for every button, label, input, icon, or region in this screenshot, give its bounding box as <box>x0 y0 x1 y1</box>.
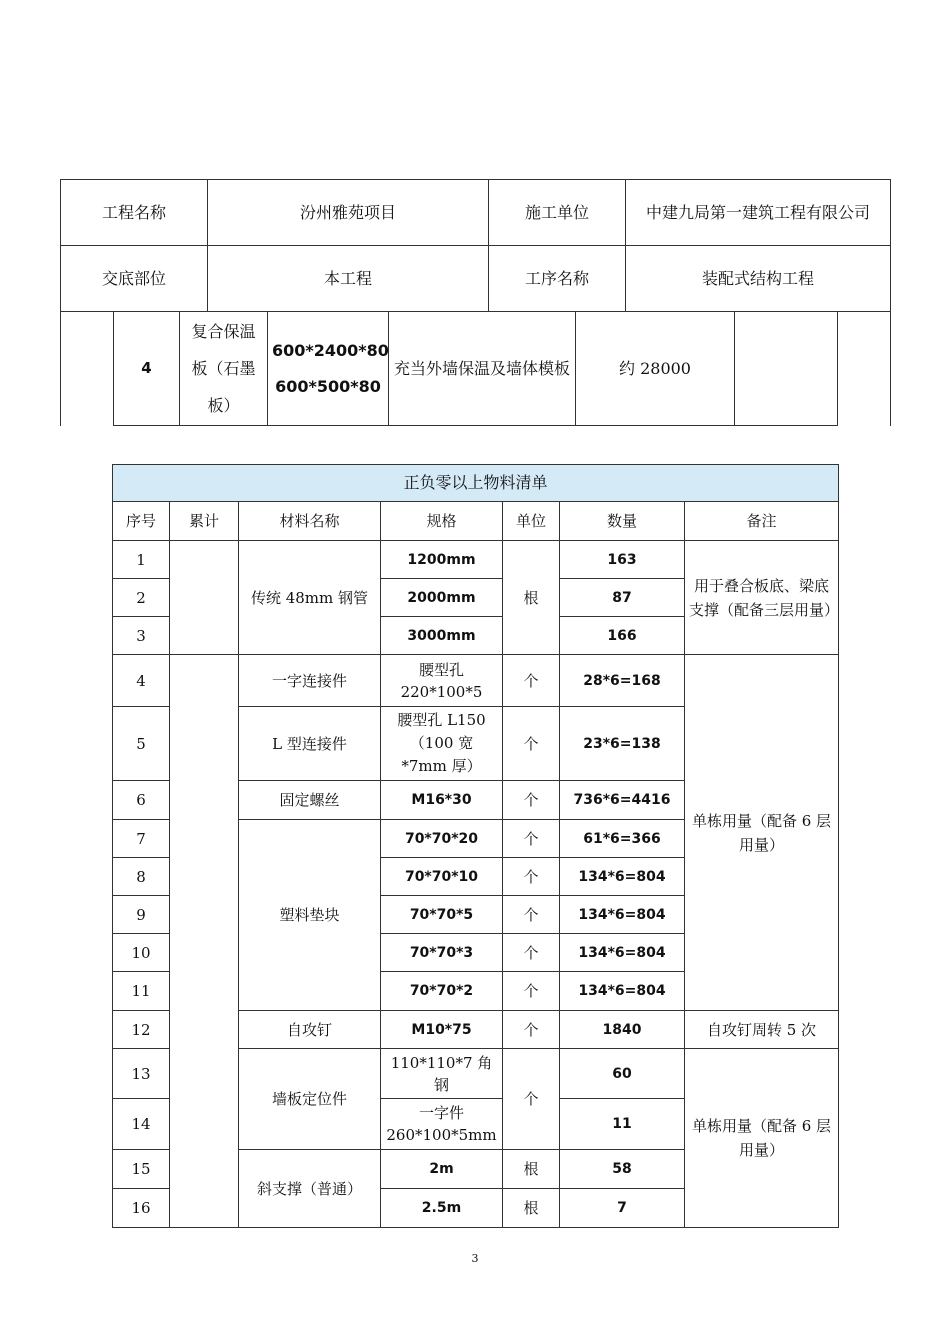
row-qty: 134*6=804 <box>560 972 685 1011</box>
row-spec: 1200mm <box>381 541 503 579</box>
row-qty: 28*6=168 <box>560 655 685 707</box>
row-spec: 70*70*20 <box>381 820 503 858</box>
row-qty: 134*6=804 <box>560 858 685 896</box>
row-no: 13 <box>113 1049 170 1099</box>
row-no: 14 <box>113 1099 170 1150</box>
row-spec: 70*70*5 <box>381 896 503 934</box>
part: 本工程 <box>208 246 489 312</box>
project-info-table <box>60 179 891 312</box>
row-qty: 134*6=804 <box>560 896 685 934</box>
row-unit: 根 <box>503 1189 560 1228</box>
row-note: 用于叠合板底、梁底支撑（配备三层用量） <box>685 541 839 655</box>
edge-cell-left <box>61 312 114 426</box>
row-unit: 个 <box>503 1049 560 1150</box>
row-unit: 根 <box>503 541 560 655</box>
row-spec: 70*70*2 <box>381 972 503 1011</box>
partial-row-name: 复合保温板（石墨板） <box>180 312 268 426</box>
row-spec: 腰型孔 220*100*5 <box>381 655 503 707</box>
row-note: 单栋用量（配备 6 层用量） <box>685 655 839 1011</box>
row-unit: 个 <box>503 934 560 972</box>
row-qty: 736*6=4416 <box>560 781 685 820</box>
row-qty: 134*6=804 <box>560 934 685 972</box>
material-name: 固定螺丝 <box>239 781 381 820</box>
material-name: 墙板定位件 <box>239 1049 381 1150</box>
table-row <box>113 655 839 707</box>
row-unit: 个 <box>503 896 560 934</box>
project-name-label: 工程名称 <box>61 180 208 246</box>
row-qty: 11 <box>560 1099 685 1150</box>
row-no: 2 <box>113 579 170 617</box>
row-spec: 70*70*3 <box>381 934 503 972</box>
header-material: 材料名称 <box>239 502 381 541</box>
partial-row-no: 4 <box>114 312 180 426</box>
edge-cell-right <box>838 312 891 426</box>
materials-title: 正负零以上物料清单 <box>113 465 839 502</box>
partial-row-spec-1: 600*2400*80 <box>272 340 389 360</box>
row-note: 单栋用量（配备 6 层用量） <box>685 1049 839 1228</box>
contractor-label: 施工单位 <box>489 180 626 246</box>
row-no: 7 <box>113 820 170 858</box>
row-no: 15 <box>113 1150 170 1189</box>
row-no: 8 <box>113 858 170 896</box>
row-no: 6 <box>113 781 170 820</box>
row-no: 16 <box>113 1189 170 1228</box>
header-qty: 数量 <box>560 502 685 541</box>
row-qty: 60 <box>560 1049 685 1099</box>
row-spec: M16*30 <box>381 781 503 820</box>
material-name: L 型连接件 <box>239 707 381 781</box>
material-name: 斜支撑（普通） <box>239 1150 381 1228</box>
row-spec: 3000mm <box>381 617 503 655</box>
row-no: 12 <box>113 1011 170 1049</box>
row-spec: 一字件 260*100*5mm <box>381 1099 503 1150</box>
header-cumulative: 累计 <box>170 502 239 541</box>
partial-row-use: 充当外墙保温及墙体模板 <box>389 312 576 426</box>
row-spec: M10*75 <box>381 1011 503 1049</box>
row-unit: 个 <box>503 858 560 896</box>
page-number: 3 <box>471 1252 479 1265</box>
row-unit: 个 <box>503 707 560 781</box>
row-spec: 2.5m <box>381 1189 503 1228</box>
row-qty: 166 <box>560 617 685 655</box>
cumulative-cell <box>170 655 239 1228</box>
row-unit: 根 <box>503 1150 560 1189</box>
partial-row-note <box>735 312 838 426</box>
row-no: 3 <box>113 617 170 655</box>
part-label: 交底部位 <box>61 246 208 312</box>
header-spec: 规格 <box>381 502 503 541</box>
row-spec: 2m <box>381 1150 503 1189</box>
header-unit: 单位 <box>503 502 560 541</box>
row-spec: 70*70*10 <box>381 858 503 896</box>
header-note: 备注 <box>685 502 839 541</box>
row-unit: 个 <box>503 781 560 820</box>
row-note: 自攻钉周转 5 次 <box>685 1011 839 1049</box>
table-row <box>113 541 839 579</box>
partial-row-spec-2: 600*500*80 <box>275 376 381 396</box>
row-qty: 87 <box>560 579 685 617</box>
material-name: 自攻钉 <box>239 1011 381 1049</box>
row-spec: 腰型孔 L150（100 宽 *7mm 厚） <box>381 707 503 781</box>
process-label: 工序名称 <box>489 246 626 312</box>
header-no: 序号 <box>113 502 170 541</box>
row-spec: 110*110*7 角钢 <box>381 1049 503 1099</box>
row-no: 5 <box>113 707 170 781</box>
continuation-table <box>60 311 891 426</box>
partial-row-quantity: 约 28000 <box>576 312 735 426</box>
row-qty: 7 <box>560 1189 685 1228</box>
row-qty: 163 <box>560 541 685 579</box>
row-spec: 2000mm <box>381 579 503 617</box>
material-name: 一字连接件 <box>239 655 381 707</box>
process: 装配式结构工程 <box>626 246 891 312</box>
row-no: 10 <box>113 934 170 972</box>
row-qty: 58 <box>560 1150 685 1189</box>
row-unit: 个 <box>503 655 560 707</box>
row-unit: 个 <box>503 1011 560 1049</box>
material-name: 传统 48mm 钢管 <box>239 541 381 655</box>
partial-row-spec <box>268 312 389 426</box>
row-qty: 23*6=138 <box>560 707 685 781</box>
cumulative-cell <box>170 541 239 655</box>
row-qty: 61*6=366 <box>560 820 685 858</box>
material-name: 塑料垫块 <box>239 820 381 1011</box>
row-unit: 个 <box>503 972 560 1011</box>
row-no: 4 <box>113 655 170 707</box>
row-no: 11 <box>113 972 170 1011</box>
materials-table <box>112 464 839 1228</box>
row-qty: 1840 <box>560 1011 685 1049</box>
project-name: 汾州雅苑项目 <box>208 180 489 246</box>
row-unit: 个 <box>503 820 560 858</box>
contractor: 中建九局第一建筑工程有限公司 <box>626 180 891 246</box>
row-no: 1 <box>113 541 170 579</box>
row-no: 9 <box>113 896 170 934</box>
